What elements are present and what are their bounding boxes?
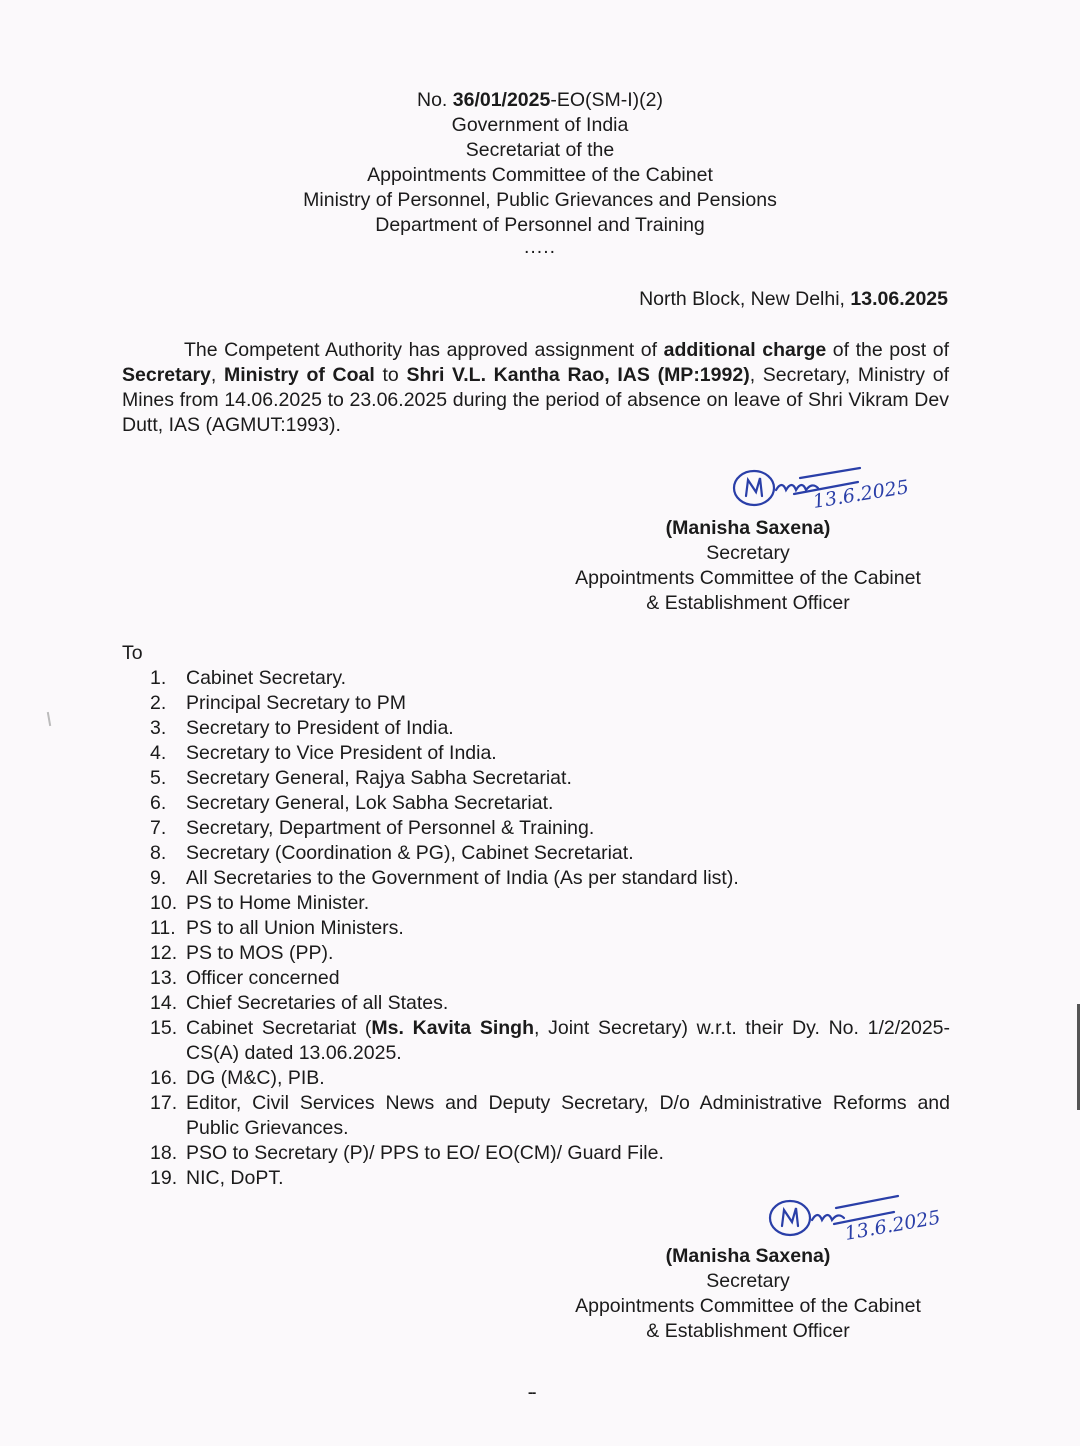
body-bold: Secretary (122, 364, 211, 386)
signatory-name: (Manisha Saxena) (665, 1245, 831, 1267)
body-text: , Secretary, Ministry of Mines from 14.06.2025 to 23.06.2025 during the period of absence on leave of Shri Vikram Dev Dutt, IAS (AGMUT:1993). (122, 364, 949, 436)
body-bold: Ministry of Coal (224, 364, 375, 386)
body-text: , (210, 364, 225, 386)
distribution-item (150, 716, 950, 741)
distribution-item (150, 791, 950, 816)
signatory-org: Appointments Committee of the Cabinet (575, 567, 921, 589)
item-number: 12. (150, 942, 178, 964)
body-text: to (374, 364, 407, 386)
distribution-item (150, 891, 950, 916)
item-number: 5. (150, 767, 167, 789)
item-text-pre: Cabinet Secretariat ( (186, 1017, 372, 1039)
body-text: of the post of (826, 339, 949, 361)
reference-number (0, 88, 1080, 113)
signatory-block (538, 516, 958, 616)
signatory-title: Secretary (706, 1270, 790, 1292)
distribution-item (150, 666, 950, 691)
place: North Block, New Delhi, (639, 288, 851, 310)
distribution-item (150, 816, 950, 841)
item-number: 18. (150, 1142, 178, 1164)
signatory-name: (Manisha Saxena) (665, 517, 831, 539)
scan-speck (47, 712, 51, 726)
item-text: PS to Home Minister. (186, 892, 370, 914)
distribution-item (150, 766, 950, 791)
item-text: Secretary to President of India. (186, 717, 454, 739)
ref-prefix: No. (416, 89, 453, 111)
item-text: Secretary (Coordination & PG), Cabinet Secretariat. (186, 842, 634, 864)
page-end-mark: -- (528, 1384, 536, 1400)
item-number: 4. (150, 742, 167, 764)
item-number: 10. (150, 892, 178, 914)
item-number: 7. (150, 817, 167, 839)
item-text: PSO to Secretary (P)/ PPS to EO/ EO(CM)/ Guard File. (186, 1142, 664, 1164)
item-text: Secretary General, Lok Sabha Secretariat. (186, 792, 554, 814)
distribution-item (150, 1016, 950, 1066)
item-number: 19. (150, 1167, 178, 1189)
place-date (639, 288, 948, 311)
item-text: Secretary to Vice President of India. (186, 742, 497, 764)
item-text: Cabinet Secretary. (186, 667, 347, 689)
distribution-item (150, 691, 950, 716)
distribution-item (150, 916, 950, 941)
document-header (0, 88, 1080, 256)
item-text-bold: Ms. Kavita Singh (371, 1017, 534, 1039)
item-number: 3. (150, 717, 167, 739)
item-text: All Secretaries to the Government of India (As per standard list). (186, 867, 739, 889)
signatory-role: & Establishment Officer (646, 1320, 850, 1342)
signatory-org: Appointments Committee of the Cabinet (575, 1295, 921, 1317)
item-number: 6. (150, 792, 167, 814)
header-separator: ..... (523, 236, 557, 258)
signature-date: 13.6.2025 (811, 476, 911, 513)
item-text (186, 1016, 950, 1066)
item-text: Principal Secretary to PM (186, 692, 406, 714)
item-number: 9. (150, 867, 167, 889)
item-text: NIC, DoPT. (186, 1167, 284, 1189)
item-text: Officer concerned (186, 967, 340, 989)
body-bold: additional charge (663, 339, 827, 361)
item-number: 11. (150, 917, 176, 939)
distribution-item (150, 1091, 950, 1141)
item-number: 1. (150, 667, 167, 689)
ref-number-bold: 36/01/2025 (452, 89, 551, 111)
signatory-title: Secretary (706, 542, 790, 564)
header-line-government: Government of India (451, 114, 629, 136)
item-number: 17. (150, 1092, 178, 1114)
order-body (122, 338, 949, 438)
distribution-item (150, 991, 950, 1016)
item-text: Secretary, Department of Personnel & Training. (186, 817, 595, 839)
item-text: PS to all Union Ministers. (186, 917, 404, 939)
header-line-department: Department of Personnel and Training (375, 214, 705, 236)
handwritten-signature (730, 456, 940, 524)
distribution-item (150, 741, 950, 766)
distribution-item (150, 966, 950, 991)
distribution-item (150, 1066, 950, 1091)
item-number: 14. (150, 992, 178, 1014)
signatory-block (538, 1244, 958, 1344)
header-line-acc: Appointments Committee of the Cabinet (367, 164, 713, 186)
item-text: DG (M&C), PIB. (186, 1067, 325, 1089)
item-text: Secretary General, Rajya Sabha Secretariat. (186, 767, 572, 789)
distribution-item (150, 1141, 950, 1166)
signature-date: 13.6.2025 (843, 1206, 943, 1245)
signatory-role: & Establishment Officer (646, 592, 850, 614)
item-number: 15. (150, 1017, 178, 1039)
body-text: The Competent Authority has approved assignment of (184, 339, 664, 361)
item-number: 2. (150, 692, 167, 714)
item-text: Chief Secretaries of all States. (186, 992, 449, 1014)
distribution-item (150, 866, 950, 891)
item-number: 16. (150, 1067, 178, 1089)
item-text: Editor, Civil Services News and Deputy Secretary, D/o Administrative Reforms and Public Grievances. (186, 1092, 950, 1139)
distribution-item (150, 841, 950, 866)
issue-date: 13.06.2025 (850, 288, 948, 310)
header-line-secretariat: Secretariat of the (465, 139, 615, 161)
item-number: 13. (150, 967, 178, 989)
to-label: To (122, 642, 143, 664)
handwritten-signature (764, 1180, 984, 1248)
body-bold: Shri V.L. Kantha Rao, IAS (MP:1992) (406, 364, 750, 386)
header-line-ministry: Ministry of Personnel, Public Grievances and Pensions (303, 189, 777, 211)
ref-suffix: -EO(SM-I)(2) (550, 89, 664, 111)
distribution-item (150, 941, 950, 966)
distribution-list (150, 666, 950, 1191)
item-text: PS to MOS (PP). (186, 942, 334, 964)
item-text-post: , Joint Secretary) w.r.t. their Dy. No. 1/2/2025-CS(A) dated 13.06.2025. (186, 1017, 951, 1064)
item-number: 8. (150, 842, 167, 864)
